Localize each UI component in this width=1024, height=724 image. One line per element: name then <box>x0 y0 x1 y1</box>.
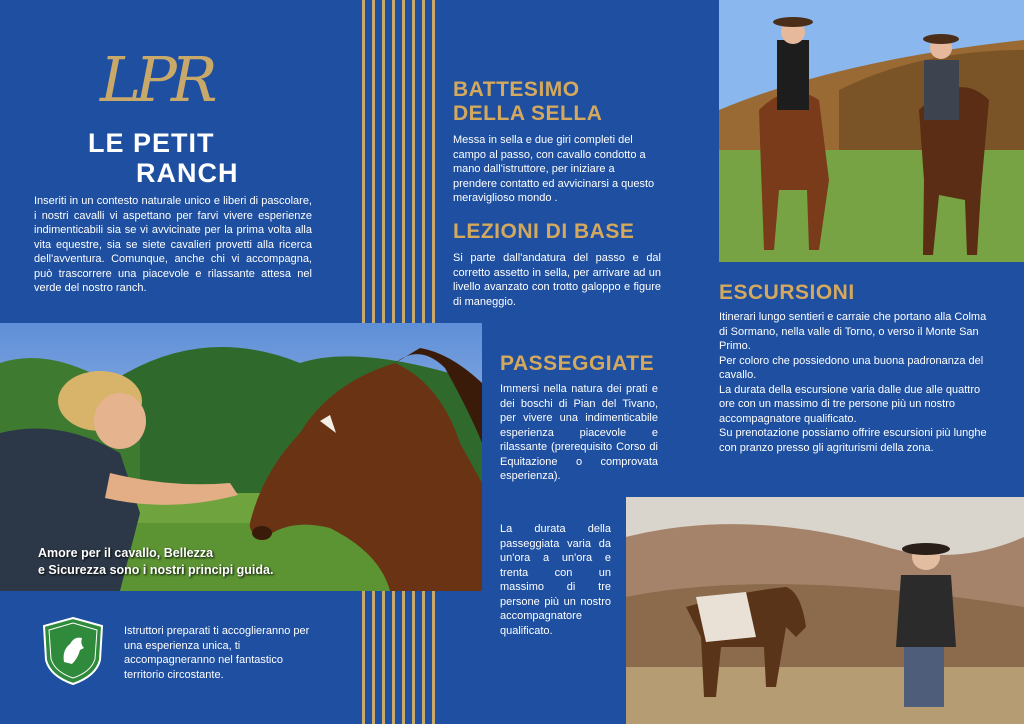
passeggiate-duration-text: La durata della passeggiata varia da un'ora a un'ora e trenta con un massimo di tre persone più un nostro accompagnatore qualificato. <box>500 523 611 637</box>
logo-monogram: LPR <box>100 43 212 116</box>
logo-name-line2: RANCH <box>136 158 239 188</box>
logo-name-line1: LE PETIT <box>88 128 215 158</box>
battesimo-heading-line2: DELLA SELLA <box>453 102 603 125</box>
escursioni-heading: ESCURSIONI <box>719 281 855 304</box>
intro-text: Inseriti in un contesto naturale unico e liberi di pascolare, i nostri cavalli vi aspettano per farvi vivere esperienze indimenticabili sia se vi avvicinate per la prima volta alla vita equestre, sia se siete cavalieri provetti alla ricerca dell'avventura. Comunque, anche chi vi accompagna, può trascorrere una piacevole e rilassante attesa nel verde del nostro ranch. <box>34 195 312 294</box>
caption-line1: Amore per il cavallo, Bellezza <box>38 546 214 560</box>
ranch-logo <box>70 40 290 190</box>
guide-equestri-badge <box>40 616 106 686</box>
lezioni-text: Si parte dall'andatura del passo e dal corretto assetto in sella, per arrivare ad un livello avanzato con trotto galoppo e figure di maneggio. <box>453 252 661 308</box>
escursioni-para: La durata della escursione varia dalle due alle quattro ore con un massimo di tre persone più un nostro accompagnatore qualificato. <box>719 383 981 425</box>
passeggiate-text: Immersi nella natura dei prati e dei boschi di Pian del Tivano, per vivere una indimenticabile esperienza piacevole e rilassante (prerequisito Corso di Equitazione o comprovata esperienza). <box>500 383 658 482</box>
photo-riders-hill <box>719 0 1024 262</box>
escursioni-text <box>719 310 997 455</box>
battesimo-heading-line1: BATTESIMO <box>453 78 580 101</box>
lezioni-heading: LEZIONI DI BASE <box>453 220 635 243</box>
escursioni-para: Su prenotazione possiamo offrire escursioni più lunghe con pranzo presso gli agriturismi della zona. <box>719 427 987 454</box>
horse-crest-icon <box>40 616 106 686</box>
photo-misty-mountain <box>626 497 1024 724</box>
photo-caption <box>38 545 338 579</box>
battesimo-text: Messa in sella e due giri completi del campo al passo, con cavallo condotto a mano dall'istruttore, per iniziare a prendere contatto ed avvicinarsi a questo meraviglioso mondo . <box>453 134 655 204</box>
caption-line2: e Sicurezza sono i nostri principi guida. <box>38 563 274 577</box>
instructors-text: Istruttori preparati ti accoglieranno per una esperienza unica, ti accompagneranno nel fantastico territorio circostante. <box>124 625 310 681</box>
escursioni-para: Per coloro che possiedono una buona padronanza del cavallo. <box>719 354 984 381</box>
battesimo-heading <box>453 78 653 126</box>
passeggiate-heading: PASSEGGIATE <box>500 352 655 375</box>
escursioni-para: Itinerari lungo sentieri e carraie che portano alla Colma di Sormano, nella valle di Torno, o verso il Monte San Primo. <box>719 311 987 352</box>
